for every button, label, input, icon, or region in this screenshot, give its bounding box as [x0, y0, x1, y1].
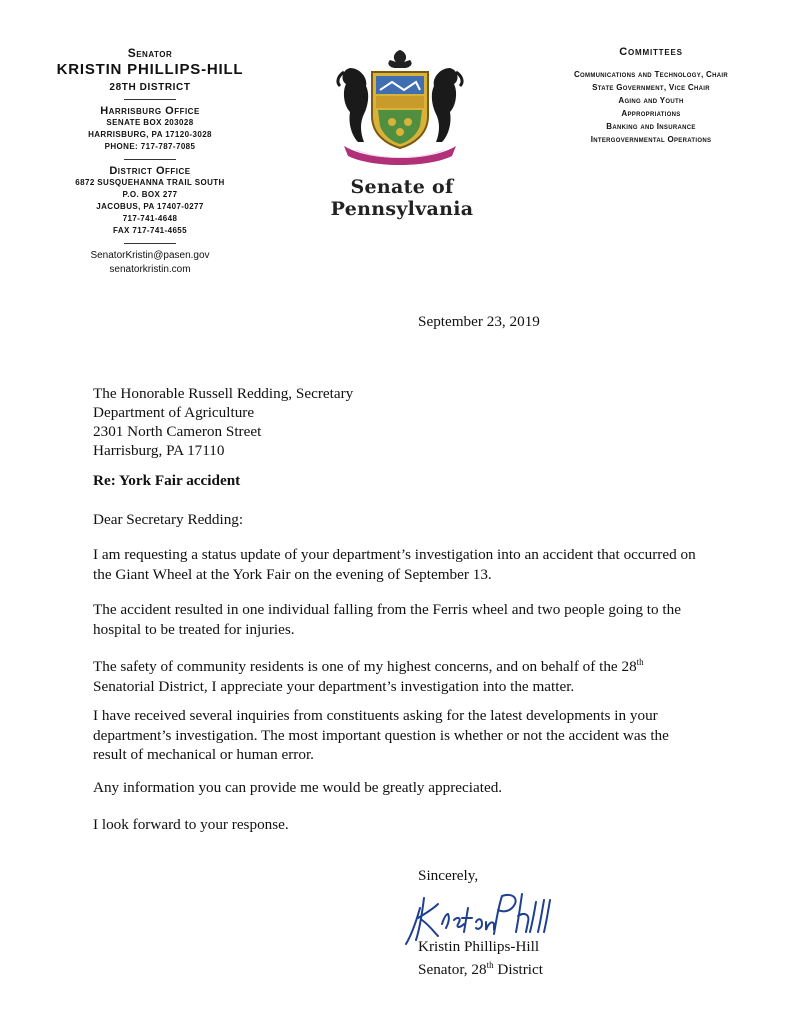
harrisburg-office-heading: Harrisburg Office — [100, 105, 200, 117]
paragraph-3-text-a: The safety of community residents is one of my highest concerns, and on behalf of the 28 — [93, 658, 637, 675]
committee-item: Aging and Youth — [618, 96, 684, 105]
committees-list — [540, 68, 762, 146]
signer-title — [418, 956, 543, 979]
committee-item: Communications and Technology, Chair — [573, 70, 729, 79]
pennsylvania-seal-icon — [320, 46, 480, 168]
ordinal-suffix: th — [486, 960, 494, 970]
committee-item: Banking and Insurance — [606, 122, 696, 131]
paragraph-3-text-b: Senatorial District, I appreciate your department’s investigation into the matter. — [93, 677, 575, 695]
committee-item: State Government, Vice Chair — [592, 83, 710, 92]
district-office-line: FAX 717-741-4655 — [112, 226, 187, 235]
signature-block — [418, 937, 543, 979]
salutation: Dear Secretary Redding: — [93, 511, 244, 528]
committee-item: Intergovernmental Operations — [590, 135, 712, 144]
address-line: Department of Agriculture — [93, 404, 255, 421]
committee-item: Appropriations — [621, 109, 681, 118]
address-line: Harrisburg, PA 17110 — [93, 442, 225, 459]
divider — [124, 159, 176, 160]
signer-name: Kristin Phillips-Hill — [418, 938, 540, 955]
address-line: 2301 North Cameron Street — [93, 423, 262, 440]
harrisburg-line: HARRISBURG, PA 17120-3028 — [88, 130, 212, 139]
senate-name: Senate of Pennsylvania — [330, 176, 474, 220]
ordinal-suffix: th — [636, 657, 644, 667]
paragraph-4: I have received several inquiries from constituents asking for the latest developments in your department’s investigation. The most important question is whether or not the accident was the result of mechanical or human error. — [93, 707, 669, 763]
district-office-heading: District Office — [109, 165, 191, 177]
district-office-line: P.O. BOX 277 — [122, 190, 178, 199]
paragraph-6: I look forward to your response. — [93, 816, 289, 833]
letter-date: September 23, 2019 — [418, 313, 540, 330]
paragraph-5: Any information you can provide me would be greatly appreciated. — [93, 779, 503, 796]
paragraph-2: The accident resulted in one individual falling from the Ferris wheel and two people going to the hospital to be treated for injuries. — [93, 601, 681, 638]
committees-block — [540, 46, 762, 146]
harrisburg-line: PHONE: 717-787-7085 — [104, 142, 196, 151]
signer-title-a: Senator, 28 — [418, 961, 487, 978]
committees-heading: Committees — [619, 46, 683, 58]
signer-title-b: District — [493, 961, 543, 978]
address-line: The Honorable Russell Redding, Secretary — [93, 385, 354, 402]
paragraph-3 — [93, 653, 705, 696]
subject-line: Re: York Fair accident — [93, 472, 241, 489]
district-office-line: 717-741-4648 — [122, 214, 178, 223]
senator-name: KRISTIN PHILLIPS-HILL — [56, 61, 244, 78]
email-link[interactable]: SenatorKristin@pasen.gov — [90, 250, 210, 261]
website-link[interactable]: senatorkristin.com — [109, 264, 191, 275]
paragraph-1: I am requesting a status update of your department’s investigation into an accident that occurred on the Giant Wheel at the York Fair on the evening of September 13. — [93, 546, 696, 583]
letterhead-left — [40, 46, 260, 277]
senator-label: Senator — [127, 46, 173, 60]
recipient-address — [93, 384, 353, 460]
harrisburg-line: SENATE BOX 203028 — [106, 118, 194, 127]
divider — [124, 243, 176, 244]
district-office-line: 6872 SUSQUEHANNA TRAIL SOUTH — [75, 178, 225, 187]
divider — [124, 99, 176, 100]
district-label: 28TH DISTRICT — [109, 82, 191, 93]
closing: Sincerely, — [418, 867, 479, 884]
district-office-line: JACOBUS, PA 17407-0277 — [96, 202, 204, 211]
